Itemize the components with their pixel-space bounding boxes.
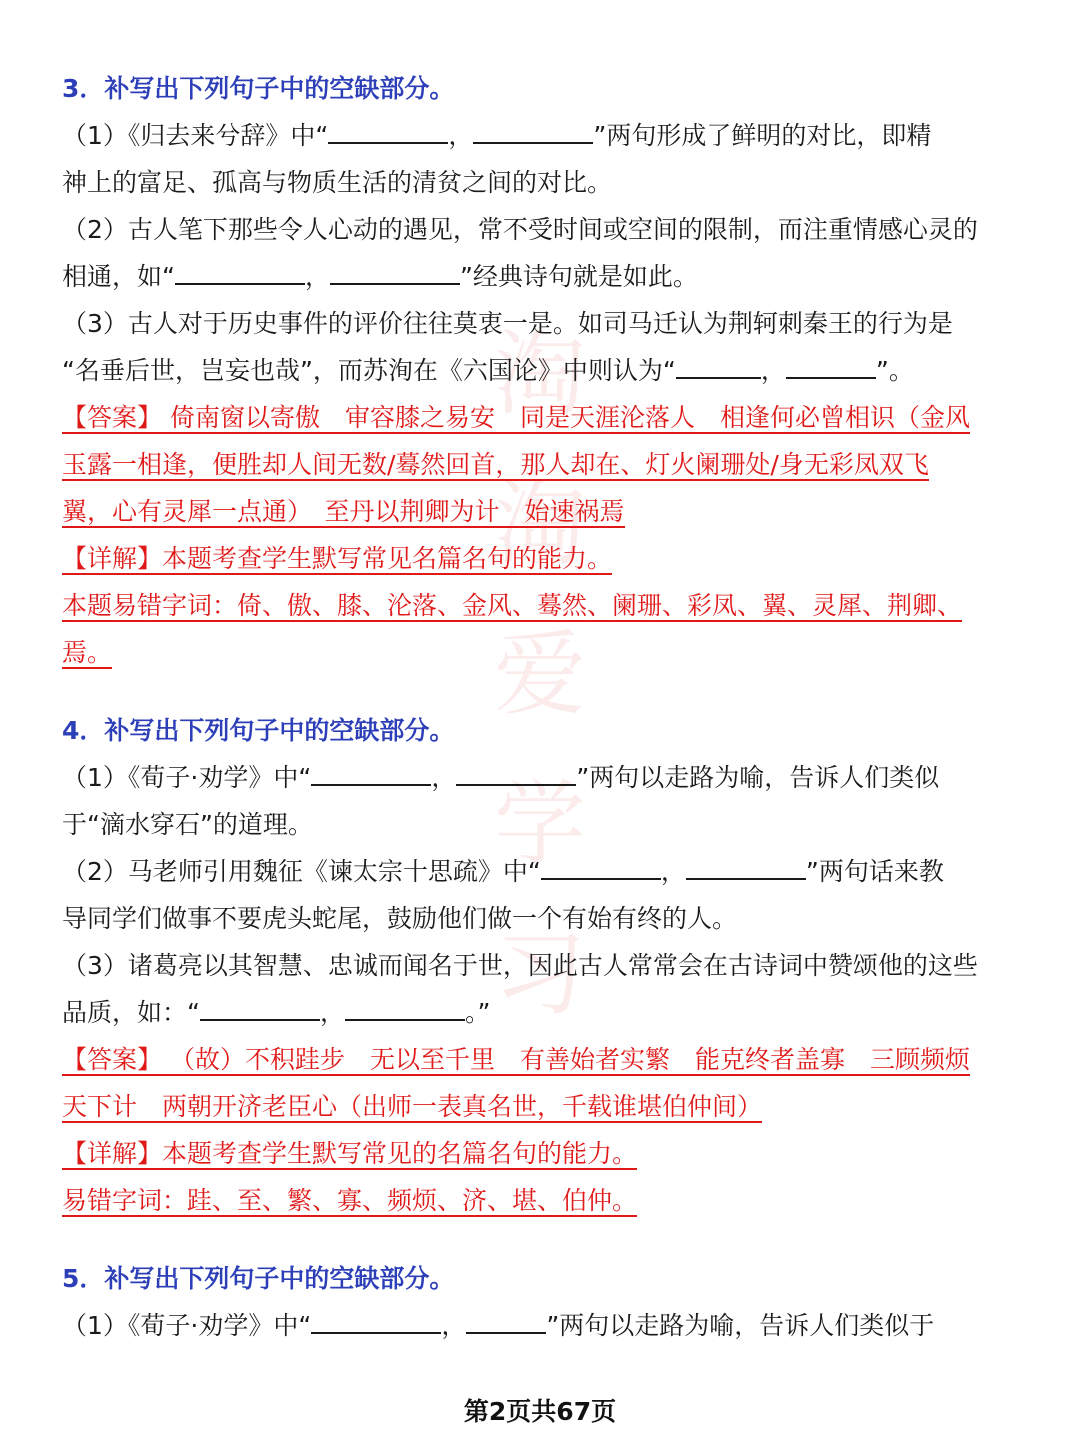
q4-item-1: （1）《荀子·劝学》中“ ， ”两句以走路为喻，告诉人们类似 (62, 754, 1022, 801)
fill-blank[interactable] (311, 1302, 441, 1334)
spacer (62, 1224, 1022, 1256)
q4-detail: 【详解】本题考查学生默写常见的名篇名句的能力。 (62, 1139, 638, 1168)
q4-item-1-cont: 于“滴水穿石”的道理。 (62, 810, 313, 839)
fill-blank[interactable] (330, 253, 460, 285)
q3-answer: 【答案】 倚南窗以寄傲 审容膝之易安 同是天涯沦落人 相逢何必曾相识（金风 (62, 403, 970, 432)
q4-answer-cont: 天下计 两朝开济老臣心（出师一表真名世，千载谁堪伯仲间） (62, 1092, 763, 1121)
page-number: 第2页共67页 (463, 1397, 617, 1426)
question-5-title: 5．补写出下列句子中的空缺部分。 (62, 1264, 455, 1293)
q3-item-1: （1）《归去来兮辞》中“ ， ”两句形成了鲜明的对比，即精 (62, 112, 1022, 159)
q4-item-2-cont: 导同学们做事不要虎头蛇尾，鼓励他们做一个有始有终的人。 (62, 904, 738, 933)
content (62, 66, 1022, 1349)
q3-item-3-cont: “名垂后世，岂妄也哉”，而苏洵在《六国论》中则认为“ ， ”。 (62, 347, 1022, 394)
q3-item-2-cont: 相通，如“ ， ”经典诗句就是如此。 (62, 253, 1022, 300)
q3-answer-cont-2: 翼，心有灵犀一点通） 至丹以荆卿为计 始速祸焉 (62, 497, 625, 526)
q3-errors-cont: 焉。 (62, 638, 113, 667)
spacer (62, 676, 1022, 708)
fill-blank[interactable] (686, 848, 806, 880)
q3-errors: 本题易错字词：倚、傲、膝、沦落、金风、蓦然、阑珊、彩凤、翼、灵犀、荆卿、 (62, 591, 963, 620)
q3-detail: 【详解】本题考查学生默写常见名篇名句的能力。 (62, 544, 613, 573)
q4-errors: 易错字词：跬、至、繁、寡、频烦、济、堪、伯仲。 (62, 1186, 638, 1215)
q3-item-1-cont: 神上的富足、孤高与物质生活的清贫之间的对比。 (62, 168, 613, 197)
fill-blank[interactable] (473, 112, 593, 144)
q3-answer-cont-1: 玉露一相逢，便胜却人间无数/蓦然回首，那人却在、灯火阑珊处/身无彩凤双飞 (62, 450, 929, 479)
q4-answer: 【答案】 （故）不积跬步 无以至千里 有善始者实繁 能克终者盖寡 三顾频烦 (62, 1045, 970, 1074)
q5-item-1: （1）《荀子·劝学》中“ ， ”两句以走路为喻，告诉人们类似于 (62, 1302, 1022, 1349)
q4-item-3: （3）诸葛亮以其智慧、忠诚而闻名于世，因此古人常常会在古诗词中赞颂他的这些 (62, 951, 978, 980)
question-4-title: 4．补写出下列句子中的空缺部分。 (62, 716, 455, 745)
q3-item-2: （2）古人笔下那些令人心动的遇见，常不受时间或空间的限制，而注重情感心灵的 (62, 215, 978, 244)
q4-item-2: （2）马老师引用魏征《谏太宗十思疏》中“ ， ”两句话来教 (62, 848, 1022, 895)
q4-item-3-cont: 品质，如：“ ， 。” (62, 989, 1022, 1036)
watermark: 淘 淘 爱 学 习 (493, 321, 586, 1028)
fill-blank[interactable] (466, 1302, 546, 1334)
fill-blank[interactable] (345, 989, 465, 1021)
fill-blank[interactable] (175, 253, 305, 285)
fill-blank[interactable] (541, 848, 661, 880)
q3-item-3: （3）古人对于历史事件的评价往往莫衷一是。如司马迁认为荆轲刺秦王的行为是 (62, 309, 953, 338)
fill-blank[interactable] (328, 112, 448, 144)
question-3-title: 3．补写出下列句子中的空缺部分。 (62, 74, 455, 103)
fill-blank[interactable] (200, 989, 320, 1021)
fill-blank[interactable] (311, 754, 431, 786)
fill-blank[interactable] (676, 347, 761, 379)
fill-blank[interactable] (786, 347, 876, 379)
fill-blank[interactable] (456, 754, 576, 786)
